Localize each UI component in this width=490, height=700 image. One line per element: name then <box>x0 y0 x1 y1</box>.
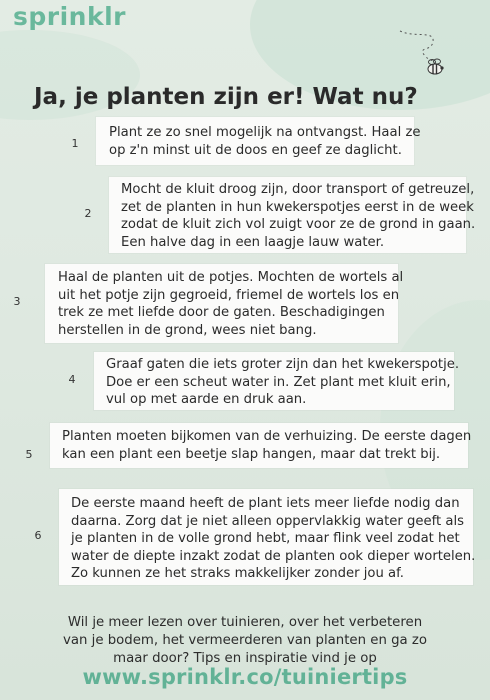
step-line: op z'n minst uit de doos en geef ze daglicht. <box>109 142 402 158</box>
step-text <box>62 428 471 463</box>
brand-logo: sprinklr <box>13 2 126 31</box>
step-line: Haal de planten uit de potjes. Mochten de wortels al <box>58 270 404 285</box>
step-number: 5 <box>25 448 33 461</box>
step-line: Een halve dag in een laagje lauw water. <box>121 234 385 250</box>
footer-line: maar door? Tips en inspiratie vind je op <box>113 650 377 666</box>
step-line: zodat de kluit zich vol zuigt voor ze de grond in gaan. <box>121 217 476 232</box>
step-number: 1 <box>71 137 79 150</box>
step-card <box>45 264 404 343</box>
step-text <box>58 269 403 339</box>
footer-line: van je bodem, het vermeerderen van planten en ga zo <box>62 632 428 648</box>
step-line: trek ze met liefde door de gaten. Beschadigingen <box>58 305 385 320</box>
step-number: 6 <box>34 529 42 542</box>
step-card <box>59 489 476 585</box>
step-line: Graaf gaten die iets groter zijn dan het kwekerspotje. <box>106 357 460 372</box>
step-line: water de diepte inzakt zodat de planten ook dieper wortelen. <box>71 548 476 564</box>
step-text <box>121 181 475 251</box>
step-line: zet de planten in hun kwekerspotjes eerst in de week <box>121 199 474 215</box>
step-text <box>109 124 420 159</box>
step-number: 3 <box>13 295 21 308</box>
step-text <box>71 495 475 583</box>
step-line: De eerste maand heeft de plant iets meer liefde nodig dan <box>71 496 460 511</box>
step-line: Zo kunnen ze het straks makkelijker zonder jou af. <box>71 566 404 581</box>
step-line: kan een plant een beetje slap hangen, maar dat trekt bij. <box>62 446 441 462</box>
step-card <box>94 352 460 410</box>
step-line: Planten moeten bijkomen van de verhuizing. De eerste dagen <box>62 429 472 444</box>
footer-line: Wil je meer lezen over tuinieren, over het verbeteren <box>67 615 423 630</box>
step-line: Doe er een scheut water in. Zet plant met kluit erin, <box>106 374 451 390</box>
step-line: uit het potje zijn gegroeid, friemel de wortels los en <box>58 287 400 303</box>
tips-url-link[interactable]: www.sprinklr.co/tuiniertips <box>82 665 408 689</box>
step-number: 2 <box>84 207 92 220</box>
step-line: Mocht de kluit droog zijn, door transport of getreuzel, <box>121 182 475 197</box>
step-card <box>50 423 472 468</box>
step-line: daarna. Zorg dat je niet alleen oppervlakkig water geeft als <box>71 513 465 529</box>
step-line: herstellen in de grond, wees niet bang. <box>58 322 317 338</box>
step-card <box>96 117 421 165</box>
step-line: vul op met aarde en druk aan. <box>106 392 307 407</box>
step-line: Plant ze zo snel mogelijk na ontvangst. Haal ze <box>109 125 421 140</box>
bee-flight-path <box>395 28 455 64</box>
step-number: 4 <box>68 373 76 386</box>
footer-text <box>0 614 490 667</box>
step-line: je planten in de volle grond hebt, maar flink veel zodat het <box>71 531 460 546</box>
page-title: Ja, je planten zijn er! Wat nu? <box>34 84 418 110</box>
step-card <box>109 177 476 253</box>
step-text <box>106 356 459 409</box>
